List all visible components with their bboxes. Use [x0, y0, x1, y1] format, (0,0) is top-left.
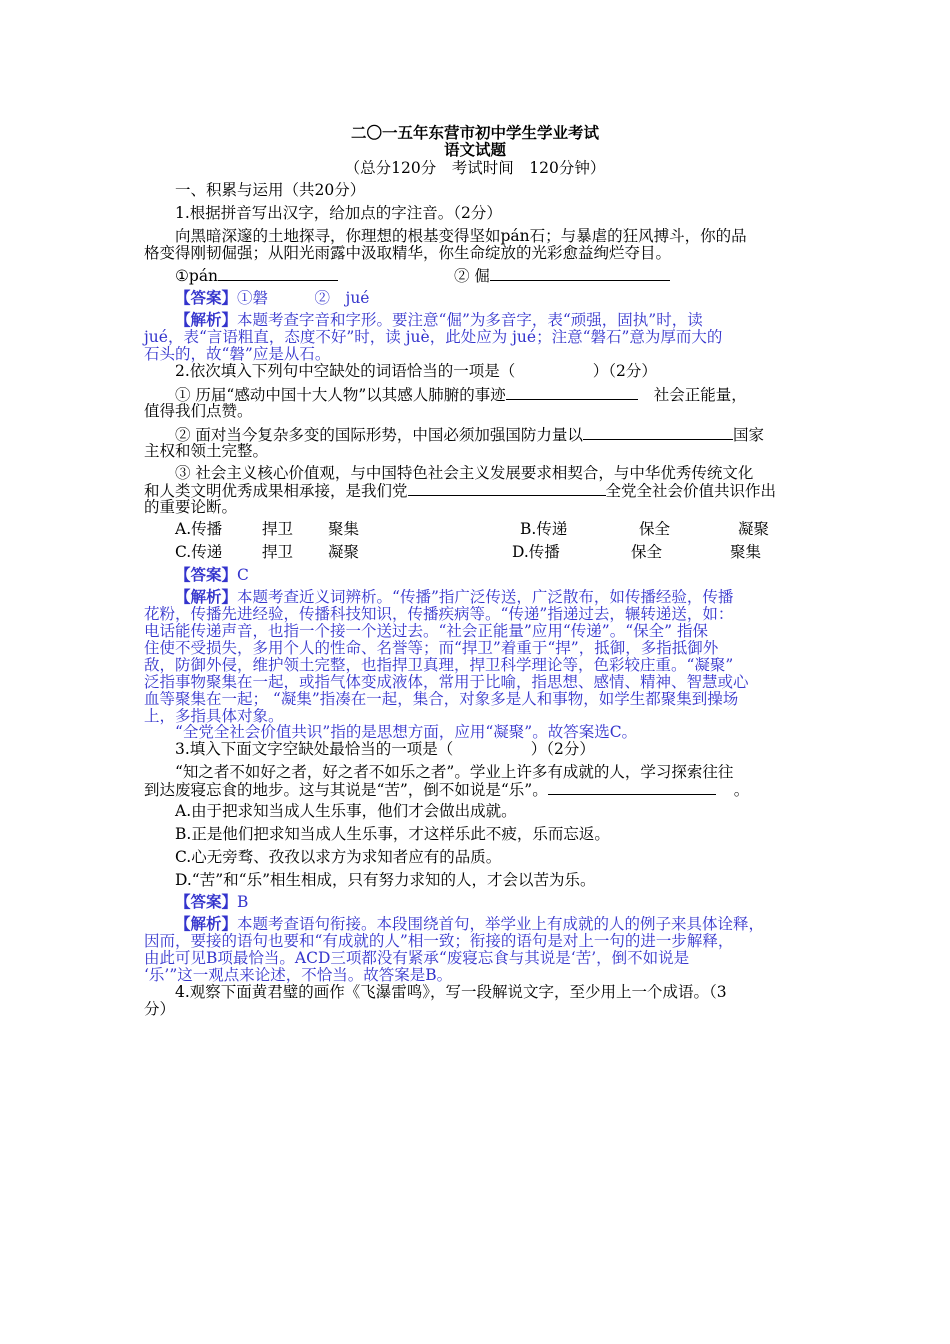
exam-info: （总分120分 考试时间 120分钟）	[344, 159, 606, 177]
q3-option-a[interactable]: A.由于把求知当成人生乐事，他们才会做出成就。	[175, 802, 517, 820]
q3-option-c[interactable]: C.心无旁骛、孜孜以求方为求知者应有的品质。	[175, 848, 502, 866]
answer-blank[interactable]	[506, 385, 638, 400]
option-word: C.传递	[175, 543, 223, 561]
q3-answer	[175, 893, 248, 911]
q2-analysis-line4: 住使不受损失，多用个人的性命、名誉等；而“捍卫”着重于“捍”，抵御，多指抵御外	[144, 639, 719, 657]
option-word: 捍卫	[262, 543, 294, 561]
answer-tag: 【答案】	[175, 892, 238, 911]
q3-option-b[interactable]: B.正是他们把求知当成人生乐事，才这样乐此不疲，乐而忘返。	[175, 825, 610, 843]
option-word: 凝聚	[328, 543, 360, 561]
q2-sentence1-text: ① 历届“感动中国十大人物”以其感人肺腑的事迹	[175, 386, 506, 404]
q3-stem: 3.填入下面文字空缺处最恰当的一项是（ ）（2分）	[175, 740, 595, 758]
analysis-tag: 【解析】	[175, 914, 238, 933]
q2-stem: 2.依次填入下列句中空缺处的词语恰当的一项是（ ）（2分）	[175, 362, 657, 380]
q4-stem-line2: 分）	[144, 1000, 176, 1018]
q3-analysis-line1	[175, 915, 764, 933]
option-word: 凝聚	[738, 520, 770, 538]
answer-blank[interactable]	[408, 481, 606, 496]
q2-sentence3-end: 的重要论断。	[144, 498, 238, 516]
option-word: 保全	[639, 520, 671, 538]
answer-tag: 【答案】	[175, 288, 238, 307]
q1-answer	[175, 289, 369, 307]
answer-blank[interactable]	[490, 266, 670, 281]
answer-text: B	[237, 893, 249, 911]
answer-text: ①磐 ② jué	[237, 289, 370, 307]
q1-blank2	[454, 266, 670, 285]
q1-stem: 1.根据拼音写出汉字，给加点的字注音。（2分）	[175, 204, 502, 222]
answer-blank[interactable]	[583, 425, 733, 440]
q2-option-c[interactable]	[175, 543, 360, 561]
q2-analysis-line8: 上，多指具体对象。	[144, 707, 284, 725]
option-word: 保全	[631, 543, 663, 561]
q2-analysis-line5: 敌，防御外侵，维护领土完整，也指捍卫真理，捍卫科学理论等，色彩较庄重。“凝聚”	[144, 656, 734, 674]
q2-analysis-line1	[175, 588, 733, 606]
q2-option-b[interactable]	[520, 520, 770, 538]
q2-analysis-line2: 花粉，传播先进经验，传播科技知识，传播疾病等。“传递”指递过去，辗转递送，如：	[144, 605, 734, 623]
q1-passage-line1: 向黑暗深邃的土地探寻，你理想的根基变得坚如pán石；与暴虐的狂风搏斗，你的品	[175, 227, 747, 245]
option-word: 聚集	[328, 520, 360, 538]
answer-blank[interactable]	[218, 266, 338, 281]
q2-sentence2-cont: 主权和领土完整。	[144, 442, 269, 460]
q2-analysis-line3: 电话能传递声音，也指一个接一个送过去。“社会正能量”应用“传递”。“保全” 指保	[144, 622, 708, 640]
q2-sentence2-text: ② 面对当今复杂多变的国际形势，中国必须加强国防力量以	[175, 426, 583, 444]
exam-title: 二〇一五年东营市初中学生学业考试	[350, 123, 599, 142]
option-word: 捍卫	[262, 520, 294, 538]
q2-sentence3-text: 和人类文明优秀成果相承接，是我们党	[144, 482, 408, 500]
analysis-tag: 【解析】	[175, 310, 238, 329]
q4-stem-line1: 4.观察下面黄君璧的画作《飞瀑雷鸣》，写一段解说文字，至少用上一个成语。（3	[175, 983, 727, 1001]
q3-passage-line1: “知之者不如好之者，好之者不如乐之者”。学业上许多有成就的人，学习探索往往	[175, 763, 734, 781]
q3-passage-text: 到达废寝忘食的地步。这与其说是“苦”，倒不如说是“乐”。	[144, 781, 548, 799]
q1-passage-line2: 格变得刚韧倔强；从阳光雨露中汲取精华，你生命绽放的光彩愈益绚烂夺目。	[144, 244, 672, 262]
q1-analysis-line2: jué，表“言语粗直，态度不好”时，读 juè，此处应为 jué；注意“磐石”意为厚而大的	[144, 328, 723, 346]
q1-analysis-line1	[175, 311, 703, 329]
answer-blank[interactable]	[548, 780, 716, 795]
q3-analysis-line2: 因而，要接的语句也要和“有成就的人”相一致；衔接的语句是对上一句的进一步解释，	[144, 932, 734, 950]
option-word: 聚集	[730, 543, 762, 561]
q2-option-a[interactable]	[175, 520, 360, 538]
analysis-text: 本题考查字音和字形。要注意“倔”为多音字，表“顽强，固执”时，读	[237, 311, 703, 329]
exam-subtitle: 语文试题	[443, 140, 506, 159]
q2-sentence3-tail: 全党全社会价值共识作出	[605, 482, 777, 500]
section-heading: 一、积累与运用（共20分）	[175, 181, 366, 199]
option-word: A.传播	[175, 520, 223, 538]
q2-analysis-line6: 泛指事物聚集在一起，或指气体变成液体，常用于比喻，指思想、感情、精神、智慧或心	[144, 673, 749, 691]
q2-sentence1-tail: 社会正能量，	[653, 386, 747, 404]
q3-passage-end: 。	[733, 781, 750, 799]
q2-sentence2-tail: 国家	[732, 426, 764, 444]
analysis-text: 本题考查语句衔接。本段围绕首句，举学业上有成就的人的例子来具体诠释，	[237, 915, 765, 933]
analysis-text: 本题考查近义词辨析。“传播”指广泛传送，广泛散布，如传播经验，传播	[237, 588, 734, 606]
option-word: B.传递	[520, 520, 568, 538]
q1-blank2-label: ② 倔	[454, 267, 490, 285]
q2-sentence1-cont: 值得我们点赞。	[144, 402, 253, 420]
q2-option-d[interactable]	[512, 543, 762, 561]
option-word: D.传播	[512, 543, 560, 561]
q3-option-d[interactable]: D.“苦”和“乐”相生相成，只有努力求知的人，才会以苦为乐。	[175, 871, 596, 889]
q2-analysis-line7: 血等聚集在一起； “凝集”指凑在一起，集合，对象多是人和事物，如学生都聚集到操场	[144, 690, 739, 708]
q3-passage-line2	[144, 780, 749, 799]
q2-sentence3-cont	[144, 481, 776, 500]
q2-sentence3: ③ 社会主义核心价值观，与中国特色社会主义发展要求相契合，与中华优秀传统文化	[175, 464, 754, 482]
q2-analysis-line9: “全党全社会价值共识”指的是思想方面，应用“凝聚”。故答案选C。	[175, 723, 638, 741]
answer-text: C	[237, 566, 249, 584]
q1-blank1	[175, 266, 338, 285]
q3-analysis-line4: ‘乐’”这一观点来论述，不恰当。故答案是B。	[144, 966, 453, 984]
q2-answer	[175, 566, 249, 584]
q1-analysis-line3: 石头的，故“磐”应是从石。	[144, 345, 331, 363]
analysis-tag: 【解析】	[175, 587, 238, 606]
answer-tag: 【答案】	[175, 565, 238, 584]
q1-blank1-label: ①pán	[175, 267, 219, 285]
q2-sentence1	[175, 385, 747, 404]
q3-analysis-line3: 由此可见B项最恰当。ACD三项都没有紧承“废寝忘食与其说是‘苦’，倒不如说是	[144, 949, 690, 967]
